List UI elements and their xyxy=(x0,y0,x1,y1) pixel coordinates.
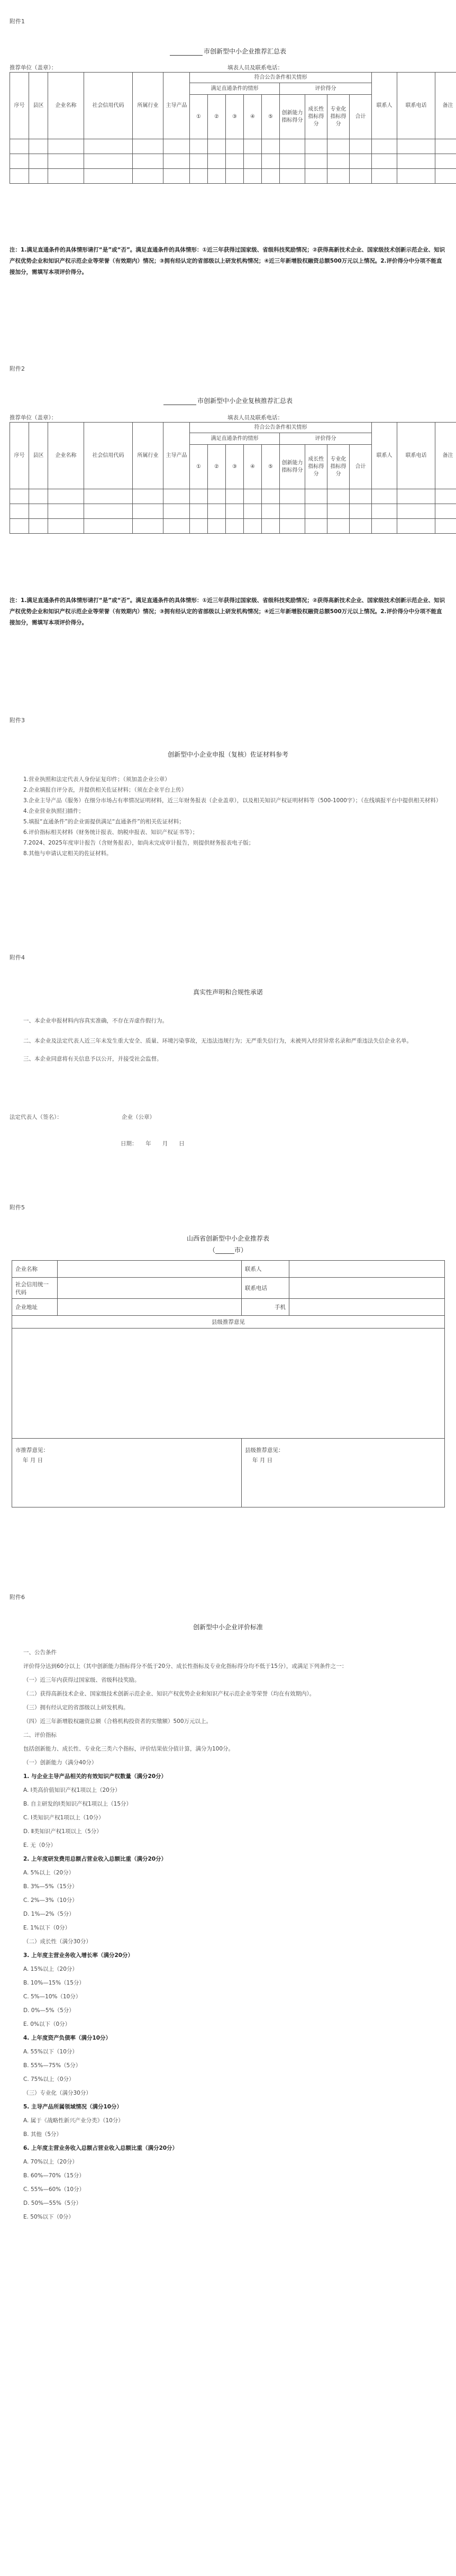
main-product-header: 主导产品 xyxy=(163,423,190,489)
legal-rep-signature: 法定代表人（签名）： xyxy=(10,1114,62,1120)
attachment-1-table xyxy=(10,72,456,184)
criteria-line: 6. 上年度主营业务收入总额占营业收入总额比重（满分20分） xyxy=(23,2145,178,2151)
attachment-5-subtitle: （______市） xyxy=(208,1246,247,1254)
attachment-2-title: 市创新型中小企业复核推荐汇总表 xyxy=(0,396,456,405)
county-header: 县区 xyxy=(29,423,48,489)
credit-code-header: 社会信用代码 xyxy=(84,423,133,489)
table-row xyxy=(10,504,456,519)
list-item: 3.企业主导产品（服务）在细分市场占有率情况证明材料，近三年财务报表（企业盖章），以及相关知识产权证明材料等（500-1000字）；（在线填报平台中提供相关材料） xyxy=(23,797,442,804)
criteria-line: A. Ⅰ类高价值知识产权1项以上（20分） xyxy=(23,1787,121,1793)
attachment-5-label: 附件5 xyxy=(10,1204,25,1211)
seq-header: 序号 xyxy=(10,73,29,139)
statement-1: 一、本企业申报材料内容真实准确，不存在弄虚作假行为。 xyxy=(23,1018,168,1024)
criteria-line: B. 自主研发的Ⅰ类知识产权1项以上（15分） xyxy=(23,1801,132,1807)
attachment-2-recommender: 推荐单位（盖章）： xyxy=(10,415,57,421)
list-item: 6.评价指标相关材料（财务统计报表、纳税申报表、知识产权证书等）； xyxy=(23,829,198,836)
list-item: 4.企业营业执照扫描件； xyxy=(23,808,85,814)
criteria-line: B. 3%—5%（15分） xyxy=(23,1883,78,1890)
list-item: 8.其他与申请认定相关的佐证材料。 xyxy=(23,850,112,857)
attachment-1-note: 注：1.满足直通条件的具体情形请打“是”或“否”。满足直通条件的具体情形：①近三年获得过国家级、省级科技奖励情况；②获得高新技术企业、国家级技术创新示范企业、知识产权优势企业和知识产权示范企业等荣誉（有效期内）情况；③拥有经认定的省部级以上研发机构情况；④近三年新增股权融资总额500万元以上情况。2.评价得分中分项不能直接加分，需填写本项评价得分。 xyxy=(10,247,445,275)
table-row xyxy=(10,139,456,154)
criteria-line: C. 55%—60%（10分） xyxy=(23,2186,85,2193)
city-opinion-date: 年 月 日 xyxy=(23,1457,43,1464)
criteria-line: A. 55%以下（10分） xyxy=(23,2049,78,2055)
criteria-line: 二、评价指标 xyxy=(23,1732,57,1738)
criteria-line: 评价得分达到60分以上（其中创新能力指标得分不低于20分、成长性指标及专业化指标得分均不低于15分），或满足下列条件之一： xyxy=(23,1663,348,1670)
county-opinion-date: 年 月 日 xyxy=(252,1457,273,1464)
phone-field[interactable] xyxy=(289,1278,445,1299)
criteria-line: C. 75%以上（0分） xyxy=(23,2076,75,2083)
address-field[interactable] xyxy=(58,1299,242,1316)
opinion-field[interactable] xyxy=(12,1329,445,1439)
contact-field[interactable] xyxy=(289,1261,445,1278)
recommendation-form xyxy=(12,1260,445,1507)
attachment-6-label: 附件6 xyxy=(10,1594,25,1601)
criteria-line: D. 0%—5%（5分） xyxy=(23,2007,75,2014)
table-row xyxy=(10,489,456,504)
cond-3-header: ③ xyxy=(226,445,244,489)
criteria-line: 2. 上年度研发费用总额占营业收入总额比重（满分20分） xyxy=(23,1856,167,1862)
direct-header: 满足直通条件的情形 xyxy=(190,433,280,445)
contact-label: 联系人 xyxy=(242,1261,289,1278)
city-opinion-cell[interactable] xyxy=(12,1439,242,1507)
statement-date: 日期： 年 月 日 xyxy=(121,1141,185,1147)
criteria-line: （一）创新能力（满分40分） xyxy=(23,1760,97,1766)
cond-2-header: ② xyxy=(208,95,226,139)
cond-2-header: ② xyxy=(208,445,226,489)
special-header: 专业化指标得分 xyxy=(327,445,350,489)
innovation-header: 创新能力指标得分 xyxy=(280,95,305,139)
credit-code-header: 社会信用代码 xyxy=(84,73,133,139)
opinion-header: 县级推荐意见 xyxy=(12,1316,445,1329)
criteria-line: C. Ⅰ类知识产权1项以上（10分） xyxy=(23,1815,104,1821)
attachment-6-title: 创新型中小企业评价标准 xyxy=(193,1623,263,1631)
phone-label: 联系电话 xyxy=(242,1278,289,1299)
company-header: 企业名称 xyxy=(48,423,84,489)
statement-3: 三、本企业同意将有关信息予以公开，并接受社会监督。 xyxy=(23,1056,162,1062)
industry-header: 所属行业 xyxy=(133,73,163,139)
direct-header: 满足直通条件的情形 xyxy=(190,83,280,95)
table-row xyxy=(10,169,456,184)
evaluation-criteria xyxy=(23,1646,446,2224)
cond-4-header: ④ xyxy=(244,95,262,139)
address-label: 企业地址 xyxy=(12,1299,58,1316)
company-name-field[interactable] xyxy=(58,1261,242,1278)
criteria-line: D. Ⅱ类知识产权1项以上（5分） xyxy=(23,1828,102,1835)
criteria-line: E. 0%以下（0分） xyxy=(23,2021,71,2027)
criteria-line: B. 10%—15%（15分） xyxy=(23,1980,85,1986)
criteria-line: E. 无（0分） xyxy=(23,1842,56,1848)
criteria-line: E. 50%以下（0分） xyxy=(23,2214,74,2220)
county-header: 县区 xyxy=(29,73,48,139)
criteria-line: 5. 主导产品所属领域情况（满分10分） xyxy=(23,2104,123,2110)
criteria-line: D. 50%—55%（5分） xyxy=(23,2200,82,2206)
mobile-field[interactable] xyxy=(289,1299,445,1316)
growth-header: 成长性指标得分 xyxy=(305,445,327,489)
criteria-line: （一）近三年内获得过国家级、省级科技奖励。 xyxy=(23,1677,140,1683)
county-opinion-label: 县级推荐意见： xyxy=(245,1447,284,1453)
attachment-3-label: 附件3 xyxy=(10,717,25,724)
cond-4-header: ④ xyxy=(244,445,262,489)
criteria-line: A. 70%以上（20分） xyxy=(23,2159,78,2165)
cond-1-header: ① xyxy=(190,95,208,139)
seq-header: 序号 xyxy=(10,423,29,489)
main-product-header: 主导产品 xyxy=(163,73,190,139)
criteria-line: （三）拥有经认定的省部级以上研发机构。 xyxy=(23,1704,129,1711)
criteria-line: 4. 上年度资产负债率（满分10分） xyxy=(23,2035,112,2041)
criteria-line: B. 60%—70%（15分） xyxy=(23,2173,85,2179)
attachment-4-body xyxy=(23,1016,441,1064)
remark-header: 备注 xyxy=(435,73,456,139)
criteria-line: 3. 上年度主营业务收入增长率（满分20分） xyxy=(23,1952,134,1959)
table-row xyxy=(10,519,456,534)
attachment-1-label: 附件1 xyxy=(10,18,25,25)
total-header: 合计 xyxy=(350,95,372,139)
criteria-line: （四）近三年新增股权融资总额（合格机构投资者的实缴额）500万元以上。 xyxy=(23,1718,212,1725)
list-item: 5.填报“直通条件”的企业需提供满足“直通条件”的相关佐证材料； xyxy=(23,819,185,825)
innovation-header: 创新能力指标得分 xyxy=(280,445,305,489)
attachment-2-label: 附件2 xyxy=(10,365,25,372)
criteria-line: C. 5%—10%（10分） xyxy=(23,1994,81,2000)
statement-2: 二、本企业及法定代表人近三年未发生重大安全、质量、环境污染事故，无违法违规行为；无严重失信行为，未被列入经营异常名录和严重违法失信企业名单。 xyxy=(23,1038,412,1044)
criteria-line: A. 属于《战略性新兴产业分类》（10分） xyxy=(23,2117,124,2124)
cond-3-header: ③ xyxy=(226,95,244,139)
total-header: 合计 xyxy=(350,445,372,489)
attachment-5-title: 山西省创新型中小企业推荐表 xyxy=(186,1235,269,1242)
industry-header: 所属行业 xyxy=(133,423,163,489)
credit-code-label: 社会信用统一代码 xyxy=(12,1278,58,1299)
criteria-line: E. 1%以下（0分） xyxy=(23,1925,71,1931)
attachment-3-title: 创新型中小企业申报（复核）佐证材料参考 xyxy=(167,751,288,758)
criteria-line: 1. 与企业主导产品相关的有效知识产权数量（满分20分） xyxy=(23,1773,167,1780)
criteria-line: （二）获得高新技术企业、国家级技术创新示范企业、知识产权优势企业和知识产权示范企业等荣誉（均在有效期内）。 xyxy=(23,1691,315,1697)
attachment-2-note: 注：1.满足直通条件的具体情形请打“是”或“否”。满足直通条件的具体情形：①近三年获得过国家级、省级科技奖励情况；②获得高新技术企业、国家级技术创新示范企业、知识产权优势企业和知识产权示范企业等荣誉（有效期内）情况；③拥有经认定的省部级以上研发机构情况；④近三年新增股权融资总额500万元以上情况。2.评价得分中分项不能直接加分，需填写本项评价得分。 xyxy=(10,597,445,626)
criteria-line: （三）专业化（满分30分） xyxy=(23,2090,92,2096)
cond-1-header: ① xyxy=(190,445,208,489)
conditions-header: 符合公告条件相关情形 xyxy=(190,423,372,433)
mobile-label: 手机 xyxy=(242,1299,289,1316)
attachment-4-label: 附件4 xyxy=(10,954,25,961)
credit-code-field[interactable] xyxy=(58,1278,242,1299)
table-row xyxy=(10,154,456,169)
contact-header: 联系人 xyxy=(372,73,397,139)
attachment-4-title: 真实性声明和合规性承诺 xyxy=(193,989,263,996)
criteria-line: B. 其他（5分） xyxy=(23,2131,62,2138)
phone-header: 联系电话 xyxy=(397,73,435,139)
company-name-label: 企业名称 xyxy=(12,1261,58,1278)
list-item: 7.2024、2025年度审计报告（含财务报表），如尚未完成审计报告，则提供财务报表电子版； xyxy=(23,840,254,846)
contact-header: 联系人 xyxy=(372,423,397,489)
score-header: 评价得分 xyxy=(280,83,372,95)
attachment-1-title: 市创新型中小企业推荐汇总表 xyxy=(0,47,456,56)
phone-header: 联系电话 xyxy=(397,423,435,489)
score-header: 评价得分 xyxy=(280,433,372,445)
criteria-line: D. 1%—2%（5分） xyxy=(23,1911,75,1917)
attachment-1-filler: 填表人员及联系电话： xyxy=(227,65,283,71)
criteria-line: A. 15%以上（20分） xyxy=(23,1966,78,1972)
criteria-line: A. 5%以上（20分） xyxy=(23,1870,75,1876)
county-opinion-cell[interactable] xyxy=(242,1439,445,1507)
special-header: 专业化指标得分 xyxy=(327,95,350,139)
criteria-line: 包括创新能力、成长性、专业化三类六个指标，评价结果依分值计算，满分为100分。 xyxy=(23,1746,234,1752)
remark-header: 备注 xyxy=(435,423,456,489)
criteria-line: C. 2%—3%（10分） xyxy=(23,1897,78,1904)
cond-5-header: ⑤ xyxy=(262,445,280,489)
list-item: 1.营业执照和法定代表人身份证复印件；（须加盖企业公章） xyxy=(23,776,170,783)
criteria-line: 一、公告条件 xyxy=(23,1649,57,1656)
city-opinion-label: 市推荐意见： xyxy=(15,1447,49,1453)
list-item: 2.企业填报自评分表，并提供相关佐证材料；（须在企业平台上传） xyxy=(23,787,187,793)
attachment-3-list xyxy=(23,774,446,859)
cond-5-header: ⑤ xyxy=(262,95,280,139)
conditions-header: 符合公告条件相关情形 xyxy=(190,73,372,83)
attachment-2-table xyxy=(10,422,456,534)
attachment-1-recommender: 推荐单位（盖章）： xyxy=(10,65,57,71)
attachment-2-filler: 填表人员及联系电话： xyxy=(227,415,283,421)
growth-header: 成长性指标得分 xyxy=(305,95,327,139)
company-header: 企业名称 xyxy=(48,73,84,139)
criteria-line: B. 55%—75%（5分） xyxy=(23,2062,81,2069)
company-seal: 企业（公章） xyxy=(122,1114,155,1120)
criteria-line: （二）成长性（满分30分） xyxy=(23,1938,92,1945)
